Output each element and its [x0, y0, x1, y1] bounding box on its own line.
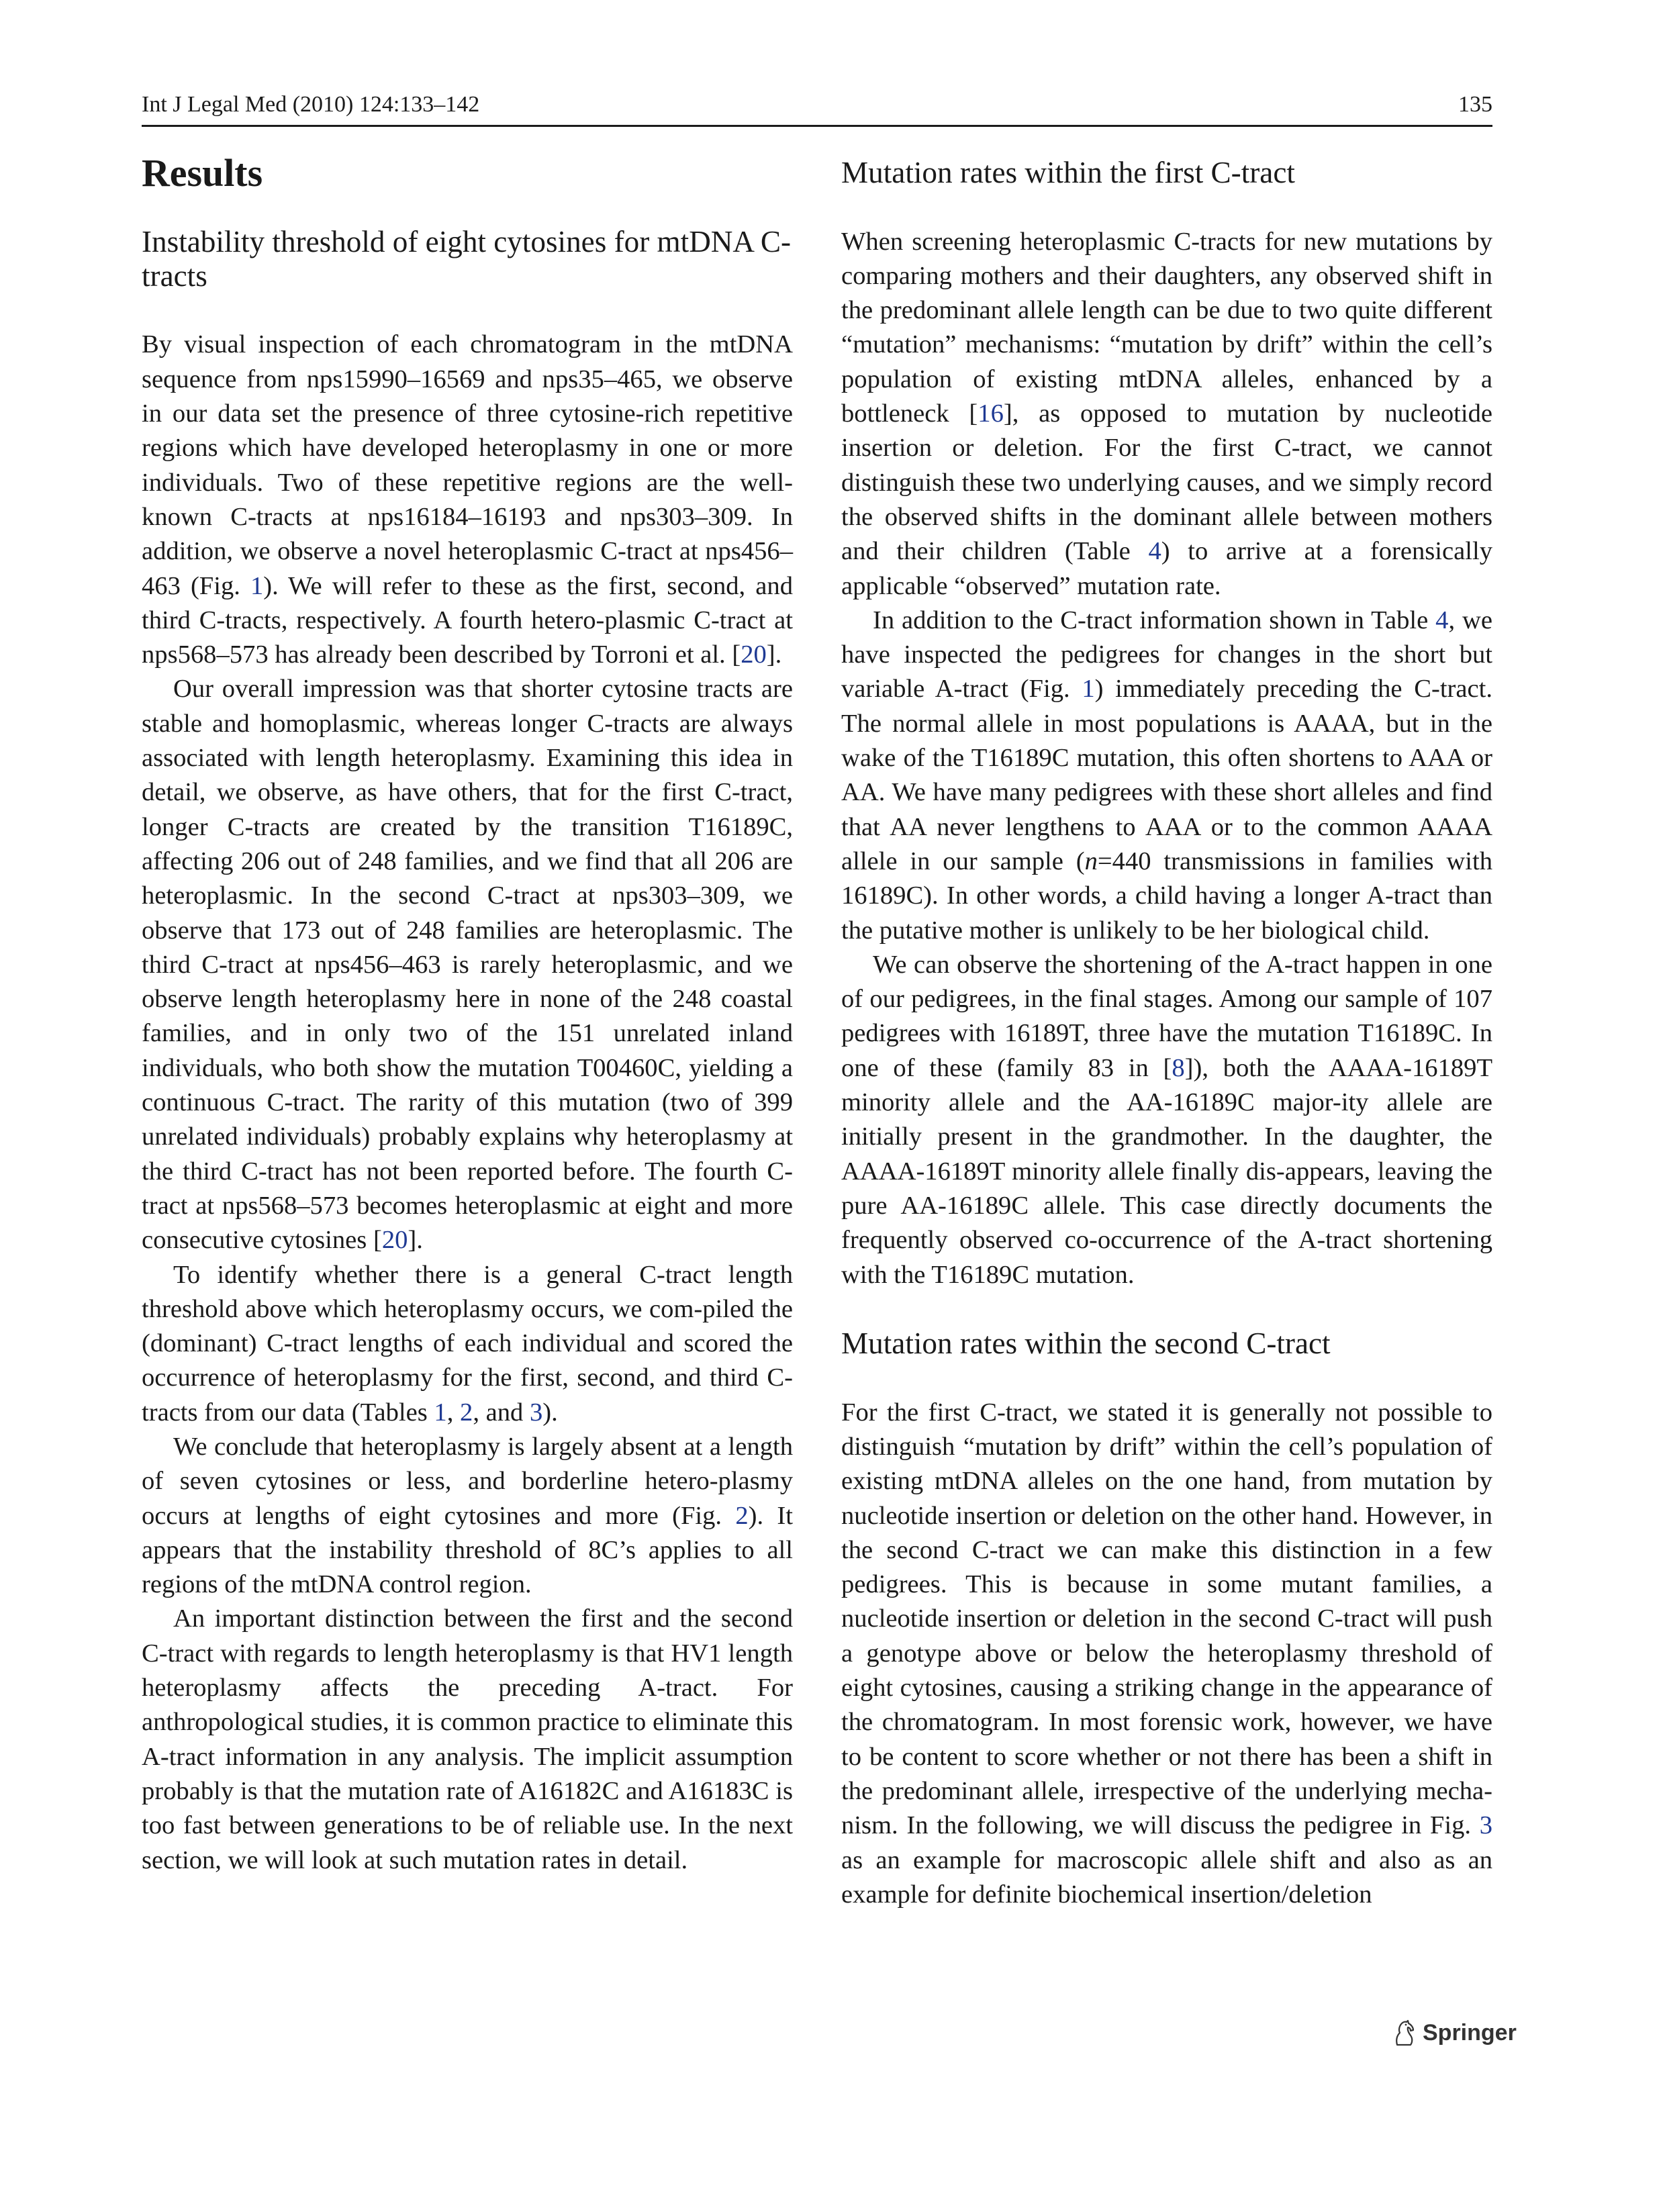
paragraph: Our overall impression was that shorter cytosine tracts are stable and homoplasmic, whereas longer C-tracts are always associated with length heteroplasmy. Examining this idea in detail, we observe, as have others, that for the first C-tract, longer C-tracts are created by the transition T16189C, affecting 206 out of 248 families, and we find that all 206 are heteroplasmic. In the second C-tract at nps303–309, we observe that 173 out of 248 families are heteroplasmic. The third C-tract at nps456–463 is rarely heteroplasmic, and we observe length heteroplasmy here in none of the 248 coastal families, and in only two of the 151 unrelated inland individuals, who both show the mutation T00460C, yielding a continuous C-tract. The rarity of this mutation (two of 399 unrelated individuals) probably explains why heteroplasmy at the third C-tract has not been reported before. The fourth C-tract at nps568–573 becomes heteroplasmic at eight and more consecutive cytosines [20]. [142, 675, 793, 1255]
figure-link[interactable]: 3 [1479, 1811, 1492, 1840]
table-link[interactable]: 4 [1435, 606, 1449, 634]
header-rule [142, 125, 1492, 127]
subsection-title-second-c-tract: Mutation rates within the second C-tract [841, 1327, 1331, 1361]
table-link[interactable]: 4 [1148, 537, 1161, 566]
running-head [142, 86, 1492, 124]
table-link[interactable]: 1 [434, 1398, 447, 1427]
figure-link[interactable]: 2 [735, 1501, 749, 1530]
citation-link[interactable]: 20 [741, 640, 767, 669]
subsection-title-instability: Instability threshold of eight cytosines for mtDNA C-tracts [142, 224, 791, 293]
springer-horse-icon [1393, 2019, 1416, 2046]
variable-n: n [1084, 847, 1098, 875]
table-link[interactable]: 2 [460, 1398, 473, 1427]
paragraph: For the first C-tract, we stated it is generally not possible to distinguish “mutation by drift” within the cell’s population of existing mtDNA alleles on the one hand, from mutation by nucleotide insertion or deletion on the other hand. However, in the second C-tract we can make this distinction in a few pedigrees. This is because in some mutant families, a nucleotide insertion or deletion in the second C-tract will push a genotype above or below the heteroplasmy threshold of eight cytosines, causing a striking change in the appearance of the chromatogram. In most forensic work, however, we have to be content to score whether or not there has been a shift in the predominant allele, irrespective of the underlying mecha-nism. In the following, we will discuss the pedigree in Fig. 3 as an example for macroscopic allele shift and also as an example for definite biochemical insertion/deletion [841, 1398, 1492, 1909]
publisher-name: Springer [1423, 2019, 1517, 2046]
page-number: 135 [1458, 92, 1492, 117]
paragraph: When screening heteroplasmic C-tracts for new mutations by comparing mothers and their daughters, any observed shift in the predominant allele length can be due to two quite different “mutation” mechanisms: “mutation by drift” within the cell’s population of existing mtDNA alleles, enhanced by a bottleneck [16], as opposed to mutation by nucleotide insertion or deletion. For the first C-tract, we cannot distinguish these two underlying causes, and we simply record the observed shifts in the dominant allele between mothers and their children (Table 4) to arrive at a forensically applicable “observed” mutation rate. [841, 227, 1492, 600]
citation-link[interactable]: 8 [1172, 1053, 1185, 1082]
subsection-title-first-c-tract: Mutation rates within the first C-tract [841, 156, 1295, 189]
left-column [142, 151, 793, 1878]
right-column [841, 156, 1492, 1912]
citation-link[interactable]: 20 [381, 1226, 408, 1255]
paragraph: By visual inspection of each chromatogram in the mtDNA sequence from nps15990–16569 and nps35–465, we observe in our data set the presence of three cytosine-rich repetitive regions which have developed heteroplasmy in one or more individuals. Two of these repetitive regions are the well-known C-tracts at nps16184–16193 and nps303–309. In addition, we observe a novel heteroplasmic C-tract at nps456–463 (Fig. 1). We will refer to these as the first, second, and third C-tracts, respectively. A fourth hetero-plasmic C-tract at nps568–573 has already been described by Torroni et al. [20]. [142, 330, 793, 669]
section-title-results: Results [142, 151, 263, 195]
citation-link[interactable]: 16 [978, 399, 1004, 428]
journal-citation: Int J Legal Med (2010) 124:133–142 [142, 92, 480, 117]
paragraph: In addition to the C-tract information shown in Table 4, we have inspected the pedigrees for changes in the short but variable A-tract (Fig. 1) immediately preceding the C-tract. The normal allele in most populations is AAAA, but in the wake of the T16189C mutation, this often shortens to AAA or AA. We have many pedigrees with these short alleles and find that AA never lengthens to AAA or to the common AAAA allele in our sample (n=440 transmissions in families with 16189C). In other words, a child having a longer A-tract than the putative mother is unlikely to be her biological child. [841, 606, 1492, 945]
figure-link[interactable]: 1 [250, 571, 264, 600]
table-link[interactable]: 3 [529, 1398, 543, 1427]
paragraph: To identify whether there is a general C-tract length threshold above which heteroplasmy occurs, we com-piled the (dominant) C-tract lengths of each individual and scored the occurrence of heteroplasmy for the first, second, and third C-tracts from our data (Tables 1, 2, and 3). [142, 1260, 793, 1427]
figure-link[interactable]: 1 [1082, 675, 1095, 704]
paragraph: We can observe the shortening of the A-tract happen in one of our pedigrees, in the final stages. Among our sample of 107 pedigrees with 16189T, three have the mutation T16189C. In one of these (family 83 in [8]), both the AAAA-16189T minority allele and the AA-16189C major-ity allele are initially present in the grandmother. In the daughter, the AAAA-16189T minority allele finally dis-appears, leaving the pure AA-16189C allele. This case directly documents the frequently observed co-occurrence of the A-tract shortening with the T16189C mutation. [841, 950, 1493, 1289]
paragraph: We conclude that heteroplasmy is largely absent at a length of seven cytosines or less, and borderline hetero-plasmy occurs at lengths of eight cytosines and more (Fig. 2). It appears that the instability threshold of 8C’s applies to all regions of the mtDNA control region. [142, 1432, 793, 1599]
publisher-logo [1393, 2014, 1517, 2052]
paragraph: An important distinction between the first and the second C-tract with regards to length heteroplasmy is that HV1 length heteroplasmy affects the preceding A-tract. For anthropological studies, it is common practice to eliminate this A-tract information in any analysis. The implicit assumption probably is that the mutation rate of A16182C and A16183C is too fast between generations to be of reliable use. In the next section, we will look at such mutation rates in detail. [142, 1604, 793, 1874]
